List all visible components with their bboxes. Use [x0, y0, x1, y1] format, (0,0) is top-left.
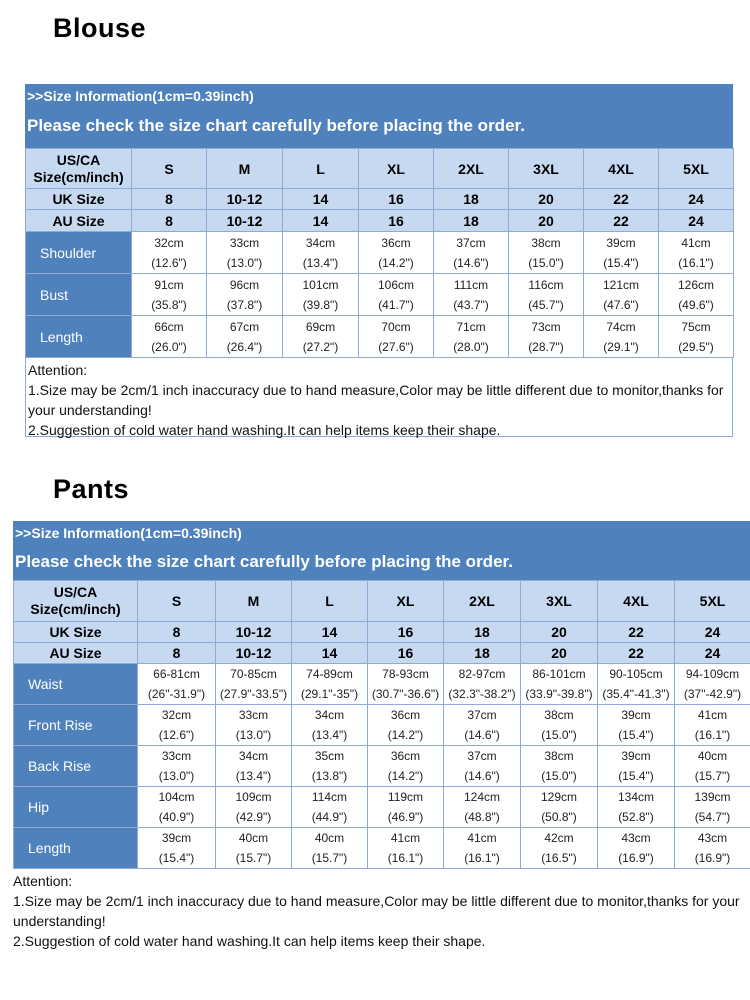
- blouse-size-chart: [25, 84, 733, 437]
- blouse-size-header: M: [207, 149, 283, 189]
- inch-value: (46.9"): [387, 810, 424, 824]
- cm-value: 90-105cm: [609, 667, 663, 681]
- cm-value: 114cm: [311, 790, 348, 804]
- blouse-measure-cell: [359, 316, 434, 358]
- inch-value: (47.6"): [603, 297, 639, 312]
- pants-measure-cell: [444, 664, 521, 705]
- cm-value: 38cm: [531, 235, 561, 250]
- cm-value: 36cm: [390, 708, 421, 722]
- blouse-au-size: 24: [659, 210, 734, 232]
- pants-measure-cell: [675, 664, 750, 705]
- cm-value: 36cm: [390, 749, 421, 763]
- blouse-size-header: 4XL: [584, 149, 659, 189]
- pants-size-header: 4XL: [598, 581, 675, 622]
- pants-attention: Attention:: [13, 873, 73, 889]
- blouse-measure-row: [26, 274, 734, 316]
- inch-value: (42.9"): [235, 810, 272, 824]
- inch-value: (14.2"): [387, 728, 424, 742]
- blouse-size-header: S: [132, 149, 207, 189]
- pants-au-row: [14, 643, 750, 664]
- cm-value: 66-81cm: [153, 667, 200, 681]
- pants-measure-cell: [138, 828, 216, 869]
- inch-value: (16.1"): [464, 851, 500, 865]
- blouse-attention: Attention:: [28, 362, 88, 378]
- blouse-chart-header: [25, 84, 733, 148]
- blouse-measure-cell: [434, 232, 509, 274]
- blouse-measure-row: [26, 316, 734, 358]
- blouse-au-size: 16: [359, 210, 434, 232]
- inch-value: (27.9"-33.5"): [219, 687, 288, 701]
- inch-value: (13.4"): [302, 255, 339, 270]
- cm-value: 41cm: [390, 831, 421, 845]
- cm-value: 94-109cm: [685, 667, 740, 681]
- pants-size-header: 3XL: [521, 581, 598, 622]
- pants-measure-row: [14, 746, 750, 787]
- cm-value: 39cm: [606, 235, 636, 250]
- inch-value: (16.1"): [678, 255, 714, 270]
- pants-measure-cell: [521, 828, 598, 869]
- inch-value: (33.9"-39.8"): [525, 687, 593, 701]
- blouse-check-notice: Please check the size chart carefully before placing the order.: [27, 116, 525, 135]
- blouse-uk-size: 8: [132, 189, 207, 210]
- inch-value: (45.7"): [528, 297, 564, 312]
- pants-measure-cell: [521, 705, 598, 746]
- inch-value: (15.4"): [618, 769, 654, 783]
- inch-value: (48.8"): [464, 810, 500, 824]
- pants-size-header: 5XL: [675, 581, 750, 622]
- cm-value: 109cm: [235, 790, 272, 804]
- inch-value: (28.7"): [528, 339, 564, 354]
- blouse-notes: [25, 358, 733, 437]
- pants-measure-cell: [292, 828, 368, 869]
- inch-value: (15.7"): [311, 851, 348, 865]
- cm-value: 33cm: [238, 708, 269, 722]
- blouse-title: Blouse: [53, 13, 147, 43]
- cm-value: 34cm: [305, 235, 336, 250]
- cm-value: 39cm: [161, 831, 192, 845]
- blouse-measure-cell: [509, 316, 584, 358]
- pants-uk-label: UK Size: [14, 622, 138, 643]
- cm-value: 41cm: [467, 831, 497, 845]
- pants-uk-size: 24: [675, 622, 750, 643]
- pants-measure-cell: [368, 828, 444, 869]
- pants-measure-cell: [444, 787, 521, 828]
- pants-chart-header: [13, 521, 750, 580]
- blouse-uk-size: 24: [659, 189, 734, 210]
- blouse-au-size: 22: [584, 210, 659, 232]
- pants-au-size: 16: [368, 643, 444, 664]
- pants-uk-size: 14: [292, 622, 368, 643]
- blouse-measure-cell: [207, 232, 283, 274]
- blouse-size-row: [26, 149, 734, 189]
- pants-size-header: XL: [368, 581, 444, 622]
- pants-measure-cell: [216, 787, 292, 828]
- pants-measure-cell: [521, 664, 598, 705]
- blouse-au-row: [26, 210, 734, 232]
- cm-value: 43cm: [621, 831, 651, 845]
- blouse-measure-cell: [659, 232, 734, 274]
- pants-measure-cell: [292, 705, 368, 746]
- blouse-uk-size: 16: [359, 189, 434, 210]
- blouse-measure-cell: [207, 274, 283, 316]
- pants-uk-size: 8: [138, 622, 216, 643]
- pants-measure-cell: [292, 746, 368, 787]
- pants-measure-label: Length: [14, 828, 138, 869]
- pants-size-label: US/CA Size(cm/inch): [14, 581, 138, 622]
- blouse-note-2: 2.Suggestion of cold water hand washing.It can help items keep their shape.: [28, 422, 501, 438]
- blouse-measure-cell: [434, 274, 509, 316]
- cm-value: 139cm: [694, 790, 731, 804]
- inch-value: (14.6"): [464, 769, 500, 783]
- inch-value: (12.6"): [151, 255, 187, 270]
- blouse-au-size: 8: [132, 210, 207, 232]
- inch-value: (43.7"): [453, 297, 489, 312]
- pants-measure-row: [14, 828, 750, 869]
- blouse-au-size: 10-12: [207, 210, 283, 232]
- pants-au-size: 22: [598, 643, 675, 664]
- cm-value: 41cm: [697, 708, 728, 722]
- pants-size-chart: [13, 521, 750, 951]
- inch-value: (26.0"): [151, 339, 187, 354]
- blouse-size-header: XL: [359, 149, 434, 189]
- pants-measure-cell: [138, 746, 216, 787]
- pants-measure-cell: [598, 828, 675, 869]
- pants-measure-cell: [598, 664, 675, 705]
- pants-uk-row: [14, 622, 750, 643]
- pants-size-header: L: [292, 581, 368, 622]
- pants-measure-cell: [675, 746, 750, 787]
- inch-value: (30.7"-36.6"): [371, 687, 440, 701]
- pants-measure-cell: [292, 664, 368, 705]
- pants-measure-cell: [368, 664, 444, 705]
- pants-measure-cell: [598, 746, 675, 787]
- blouse-measure-cell: [509, 274, 584, 316]
- inch-value: (15.4"): [618, 728, 654, 742]
- inch-value: (27.2"): [302, 339, 339, 354]
- cm-value: 101cm: [302, 277, 339, 292]
- cm-value: 74-89cm: [306, 667, 353, 681]
- inch-value: (15.0"): [541, 769, 577, 783]
- blouse-uk-label: UK Size: [26, 189, 132, 210]
- inch-value: (14.6"): [464, 728, 500, 742]
- inch-value: (29.1"-35"): [300, 687, 359, 701]
- cm-value: 86-101cm: [532, 667, 586, 681]
- inch-value: (40.9"): [158, 810, 195, 824]
- inch-value: (35.4"-41.3"): [602, 687, 670, 701]
- pants-measure-cell: [444, 746, 521, 787]
- cm-value: 40cm: [238, 831, 269, 845]
- pants-size-row: [14, 581, 750, 622]
- blouse-uk-size: 10-12: [207, 189, 283, 210]
- cm-value: 78-93cm: [382, 667, 429, 681]
- inch-value: (14.2"): [378, 255, 414, 270]
- inch-value: (14.2"): [387, 769, 424, 783]
- cm-value: 124cm: [463, 790, 501, 804]
- cm-value: 37cm: [467, 749, 497, 763]
- cm-value: 91cm: [154, 277, 184, 292]
- blouse-measure-cell: [584, 274, 659, 316]
- pants-au-size: 10-12: [216, 643, 292, 664]
- pants-measure-cell: [675, 705, 750, 746]
- blouse-size-header: 5XL: [659, 149, 734, 189]
- blouse-measure-cell: [283, 232, 359, 274]
- pants-measure-row: [14, 787, 750, 828]
- blouse-uk-size: 14: [283, 189, 359, 210]
- pants-size-table: [13, 580, 750, 869]
- pants-measure-cell: [368, 705, 444, 746]
- cm-value: 34cm: [314, 708, 345, 722]
- cm-value: 38cm: [544, 749, 574, 763]
- inch-value: (16.1"): [694, 728, 731, 742]
- blouse-measure-cell: [359, 274, 434, 316]
- pants-measure-label: Front Rise: [14, 705, 138, 746]
- pants-size-header: M: [216, 581, 292, 622]
- blouse-measure-cell: [584, 232, 659, 274]
- inch-value: (15.0"): [541, 728, 577, 742]
- pants-measure-cell: [216, 664, 292, 705]
- inch-value: (13.4"): [235, 769, 272, 783]
- cm-value: 69cm: [305, 319, 336, 334]
- pants-measure-cell: [598, 705, 675, 746]
- cm-value: 116cm: [528, 277, 564, 292]
- blouse-measure-cell: [207, 316, 283, 358]
- pants-size-header: 2XL: [444, 581, 521, 622]
- pants-uk-size: 10-12: [216, 622, 292, 643]
- blouse-size-header: 3XL: [509, 149, 584, 189]
- pants-measure-label: Back Rise: [14, 746, 138, 787]
- pants-measure-cell: [675, 787, 750, 828]
- cm-value: 71cm: [456, 319, 486, 334]
- cm-value: 37cm: [456, 235, 486, 250]
- inch-value: (13.0"): [158, 769, 195, 783]
- inch-value: (12.6"): [158, 728, 195, 742]
- pants-measure-cell: [521, 746, 598, 787]
- cm-value: 106cm: [377, 277, 415, 292]
- pants-size-info: >>Size Information(1cm=0.39inch): [15, 525, 242, 541]
- cm-value: 74cm: [606, 319, 636, 334]
- pants-measure-cell: [138, 705, 216, 746]
- inch-value: (15.0"): [528, 255, 564, 270]
- pants-uk-size: 22: [598, 622, 675, 643]
- inch-value: (13.0"): [226, 255, 263, 270]
- cm-value: 121cm: [602, 277, 640, 292]
- inch-value: (29.5"): [678, 339, 714, 354]
- pants-measure-cell: [138, 664, 216, 705]
- blouse-measure-cell: [283, 316, 359, 358]
- blouse-uk-size: 18: [434, 189, 509, 210]
- inch-value: (26.4"): [226, 339, 263, 354]
- cm-value: 34cm: [238, 749, 269, 763]
- pants-measure-cell: [368, 787, 444, 828]
- cm-value: 32cm: [154, 235, 184, 250]
- cm-value: 67cm: [229, 319, 260, 334]
- inch-value: (44.9"): [311, 810, 348, 824]
- blouse-measure-cell: [283, 274, 359, 316]
- blouse-au-size: 18: [434, 210, 509, 232]
- inch-value: (37.8"): [226, 297, 263, 312]
- pants-au-label: AU Size: [14, 643, 138, 664]
- inch-value: (16.5"): [541, 851, 577, 865]
- inch-value: (16.9"): [694, 851, 731, 865]
- blouse-note-1: 1.Size may be 2cm/1 inch inaccuracy due to hand measure,Color may be little different due to monitor,thanks for your understanding!: [28, 382, 724, 418]
- blouse-measure-cell: [434, 316, 509, 358]
- inch-value: (13.0"): [235, 728, 272, 742]
- blouse-au-size: 20: [509, 210, 584, 232]
- blouse-size-table: [25, 148, 734, 358]
- pants-au-size: 8: [138, 643, 216, 664]
- pants-measure-label: Hip: [14, 787, 138, 828]
- cm-value: 41cm: [681, 235, 711, 250]
- blouse-measure-cell: [584, 316, 659, 358]
- cm-value: 35cm: [314, 749, 345, 763]
- cm-value: 82-97cm: [458, 667, 506, 681]
- cm-value: 104cm: [158, 790, 195, 804]
- pants-uk-size: 18: [444, 622, 521, 643]
- cm-value: 40cm: [697, 749, 728, 763]
- pants-notes: [13, 869, 749, 951]
- pants-title: Pants: [53, 474, 130, 504]
- blouse-measure-cell: [509, 232, 584, 274]
- pants-size-header: S: [138, 581, 216, 622]
- inch-value: (41.7"): [378, 297, 414, 312]
- blouse-au-label: AU Size: [26, 210, 132, 232]
- cm-value: 43cm: [697, 831, 728, 845]
- blouse-measure-cell: [132, 274, 207, 316]
- cm-value: 36cm: [381, 235, 411, 250]
- pants-measure-cell: [138, 787, 216, 828]
- pants-uk-size: 16: [368, 622, 444, 643]
- pants-measure-label: Waist: [14, 664, 138, 705]
- pants-au-size: 14: [292, 643, 368, 664]
- pants-measure-row: [14, 705, 750, 746]
- cm-value: 96cm: [229, 277, 260, 292]
- inch-value: (35.8"): [151, 297, 187, 312]
- inch-value: (32.3"-38.2"): [448, 687, 516, 701]
- blouse-size-label: US/CA Size(cm/inch): [26, 149, 132, 189]
- cm-value: 38cm: [544, 708, 574, 722]
- blouse-measure-label: Shoulder: [26, 232, 132, 274]
- cm-value: 119cm: [387, 790, 424, 804]
- cm-value: 37cm: [467, 708, 497, 722]
- pants-note-2: 2.Suggestion of cold water hand washing.It can help items keep their shape.: [13, 933, 486, 949]
- inch-value: (37"-42.9"): [683, 687, 742, 701]
- cm-value: 66cm: [154, 319, 184, 334]
- inch-value: (27.6"): [378, 339, 414, 354]
- blouse-measure-cell: [132, 316, 207, 358]
- pants-au-size: 20: [521, 643, 598, 664]
- cm-value: 33cm: [161, 749, 192, 763]
- inch-value: (16.9"): [618, 851, 654, 865]
- pants-measure-cell: [216, 705, 292, 746]
- pants-measure-cell: [521, 787, 598, 828]
- inch-value: (13.4"): [311, 728, 348, 742]
- pants-measure-cell: [368, 746, 444, 787]
- cm-value: 40cm: [314, 831, 345, 845]
- pants-au-size: 24: [675, 643, 750, 664]
- blouse-measure-cell: [659, 316, 734, 358]
- cm-value: 70-85cm: [230, 667, 277, 681]
- inch-value: (15.4"): [603, 255, 639, 270]
- inch-value: (49.6"): [678, 297, 714, 312]
- pants-measure-row: [14, 664, 750, 705]
- pants-measure-cell: [216, 746, 292, 787]
- cm-value: 39cm: [621, 708, 651, 722]
- blouse-measure-cell: [659, 274, 734, 316]
- blouse-size-info: >>Size Information(1cm=0.39inch): [27, 88, 254, 104]
- cm-value: 73cm: [531, 319, 561, 334]
- blouse-measure-cell: [359, 232, 434, 274]
- cm-value: 32cm: [161, 708, 192, 722]
- cm-value: 111cm: [453, 277, 489, 292]
- inch-value: (39.8"): [302, 297, 339, 312]
- blouse-uk-row: [26, 189, 734, 210]
- blouse-measure-label: Length: [26, 316, 132, 358]
- inch-value: (26"-31.9"): [147, 687, 206, 701]
- cm-value: 42cm: [544, 831, 574, 845]
- blouse-au-size: 14: [283, 210, 359, 232]
- inch-value: (14.6"): [453, 255, 489, 270]
- blouse-size-header: 2XL: [434, 149, 509, 189]
- cm-value: 134cm: [617, 790, 655, 804]
- cm-value: 126cm: [677, 277, 715, 292]
- inch-value: (28.0"): [453, 339, 489, 354]
- cm-value: 70cm: [381, 319, 411, 334]
- inch-value: (15.7"): [235, 851, 272, 865]
- cm-value: 129cm: [540, 790, 578, 804]
- pants-measure-cell: [292, 787, 368, 828]
- inch-value: (16.1"): [387, 851, 424, 865]
- blouse-uk-size: 20: [509, 189, 584, 210]
- pants-measure-cell: [444, 828, 521, 869]
- inch-value: (29.1"): [603, 339, 639, 354]
- cm-value: 39cm: [621, 749, 651, 763]
- inch-value: (15.7"): [694, 769, 731, 783]
- pants-measure-cell: [675, 828, 750, 869]
- blouse-measure-label: Bust: [26, 274, 132, 316]
- pants-measure-cell: [216, 828, 292, 869]
- blouse-measure-cell: [132, 232, 207, 274]
- inch-value: (54.7"): [694, 810, 731, 824]
- pants-measure-cell: [444, 705, 521, 746]
- blouse-size-header: L: [283, 149, 359, 189]
- pants-measure-cell: [598, 787, 675, 828]
- inch-value: (50.8"): [541, 810, 577, 824]
- pants-note-1: 1.Size may be 2cm/1 inch inaccuracy due to hand measure,Color may be little different due to monitor,thanks for your understanding!: [13, 893, 740, 929]
- inch-value: (52.8"): [618, 810, 654, 824]
- blouse-measure-row: [26, 232, 734, 274]
- inch-value: (15.4"): [158, 851, 195, 865]
- pants-uk-size: 20: [521, 622, 598, 643]
- inch-value: (13.8"): [311, 769, 348, 783]
- pants-check-notice: Please check the size chart carefully before placing the order.: [15, 552, 513, 571]
- pants-au-size: 18: [444, 643, 521, 664]
- cm-value: 33cm: [229, 235, 260, 250]
- blouse-uk-size: 22: [584, 189, 659, 210]
- cm-value: 75cm: [681, 319, 711, 334]
